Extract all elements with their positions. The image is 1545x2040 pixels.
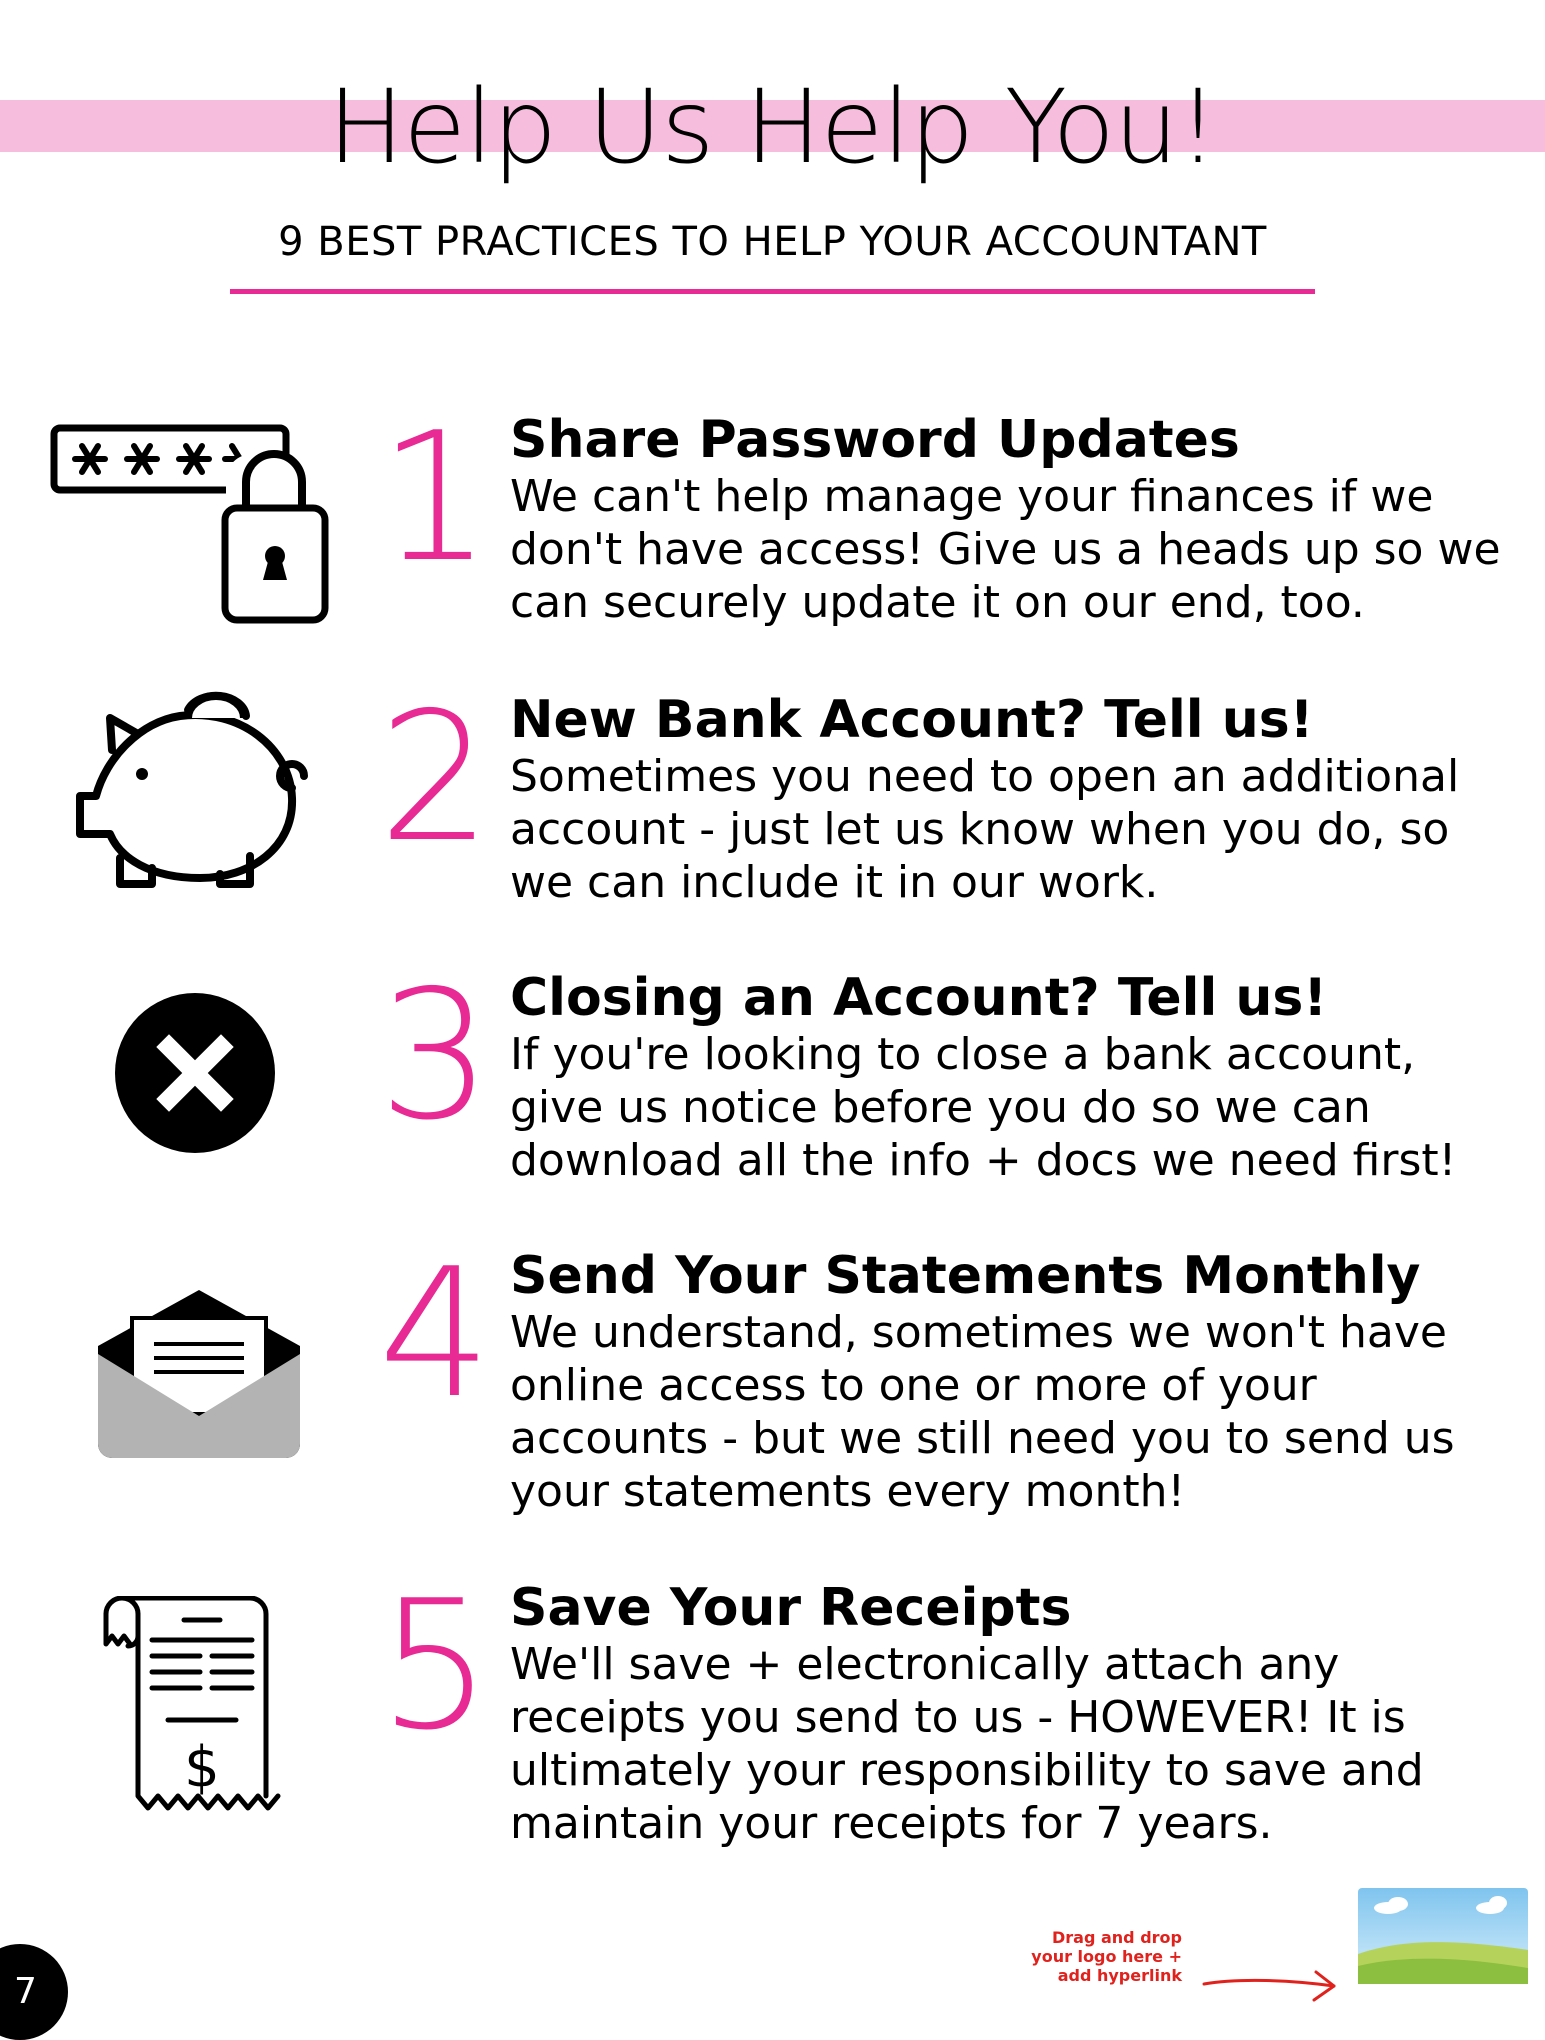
logo-placeholder-note: Drag and drop your logo here + add hyperlink <box>1031 1928 1182 1985</box>
tip-heading-1: Share Password Updates <box>510 410 1240 470</box>
subtitle-divider <box>230 289 1315 294</box>
envelope-letter-icon <box>96 1288 302 1468</box>
logo-upload-placeholder[interactable] <box>1358 1888 1528 1984</box>
tip-body-1: We can't help manage your finances if we don't have access! Give us a heads up so we can securely update it on our end, too. <box>510 471 1501 628</box>
piggy-bank-icon <box>70 688 330 912</box>
arrow-right-icon <box>1200 1960 1340 2014</box>
tip-number-3: 3 <box>378 952 492 1159</box>
tip-number-2: 2 <box>378 674 492 881</box>
tip-item-5 <box>0 1562 1545 1876</box>
tip-item-4 <box>0 1230 1545 1524</box>
tip-item-3 <box>0 952 1545 1196</box>
receipt-icon <box>100 1596 290 1830</box>
tip-number-5: 5 <box>378 1562 492 1769</box>
tip-heading-5: Save Your Receipts <box>510 1578 1072 1638</box>
tip-body-2: Sometimes you need to open an additional account - just let us know when you do, so we can include it in our work. <box>510 751 1460 908</box>
tip-heading-4: Send Your Statements Monthly <box>510 1246 1421 1306</box>
close-circle-icon <box>114 992 276 1158</box>
page-subtitle: 9 BEST PRACTICES TO HELP YOUR ACCOUNTANT <box>278 219 1267 265</box>
tip-item-2 <box>0 674 1545 918</box>
tip-heading-3: Closing an Account? Tell us! <box>510 968 1328 1028</box>
tip-body-4: We understand, sometimes we won't have online access to one or more of your accounts - but we still need you to send us your statements every month! <box>510 1307 1455 1517</box>
tip-body-5: We'll save + electronically attach any receipts you send to us - HOWEVER! It is ultimately your responsibility to save and maintain your receipts for 7 years. <box>510 1639 1424 1849</box>
page-number: 7 <box>14 1971 37 2012</box>
tip-heading-2: New Bank Account? Tell us! <box>510 690 1314 750</box>
tip-item-1 <box>0 394 1545 638</box>
tip-number-1: 1 <box>378 394 492 601</box>
page-title: Help Us Help You! <box>327 68 1218 187</box>
password-lock-icon <box>50 418 350 632</box>
svg-text:$: $ <box>184 1735 220 1800</box>
tip-number-4: 4 <box>378 1230 492 1437</box>
tip-body-3: If you're looking to close a bank account, give us notice before you do so we can download all the info + docs we need first! <box>510 1029 1457 1186</box>
